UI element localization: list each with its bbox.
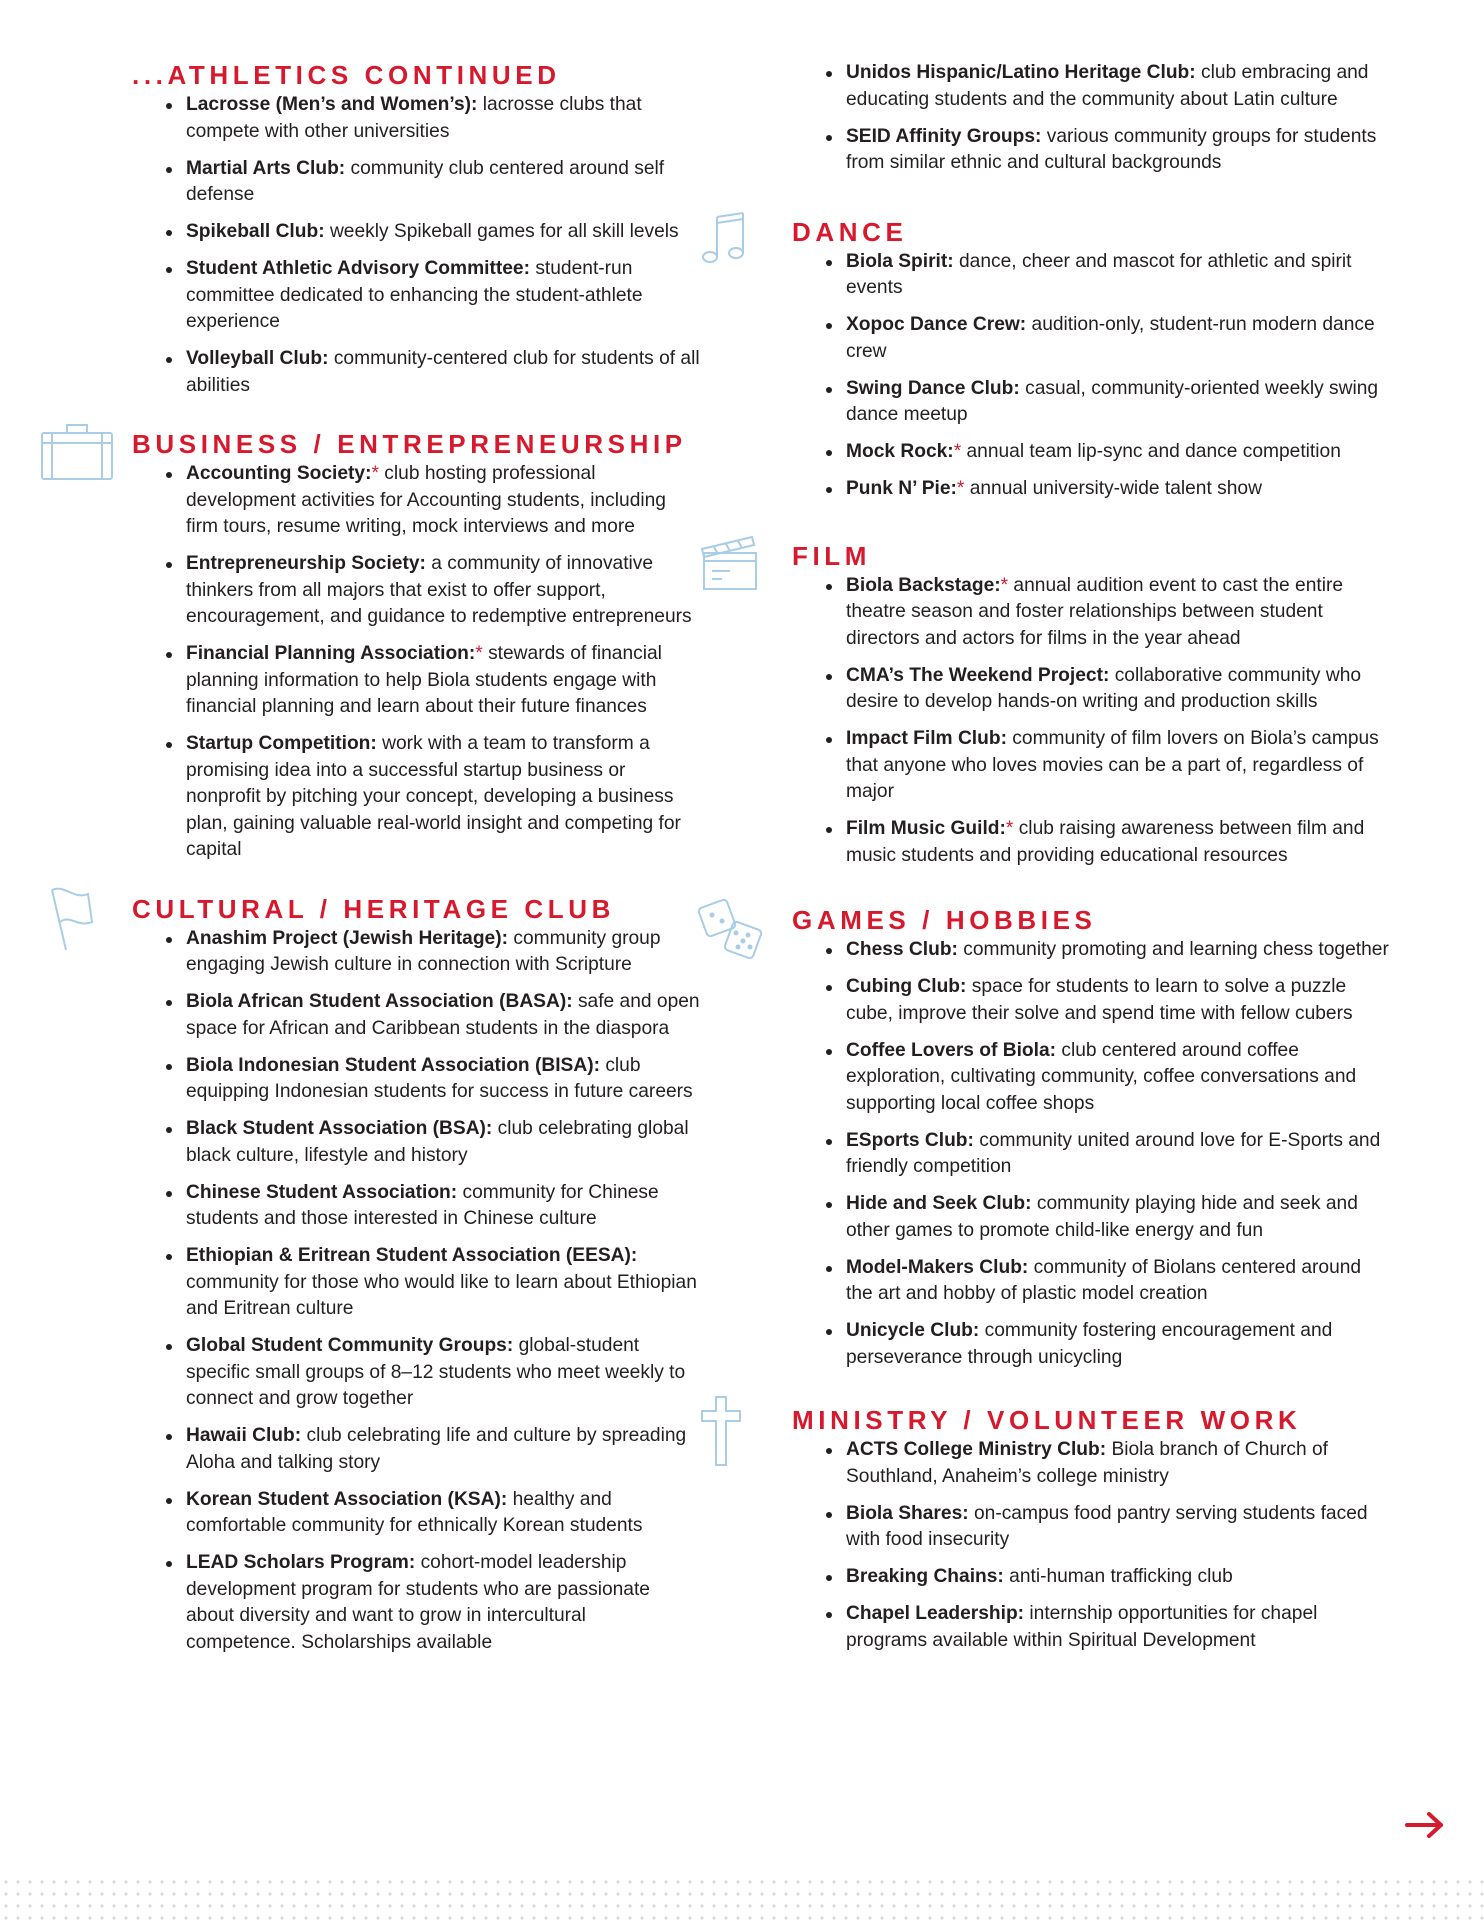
section-film — [700, 541, 1390, 870]
music-note-icon — [700, 211, 780, 271]
dice-icon — [700, 899, 780, 959]
list-item — [186, 731, 700, 864]
item-description: club raising awareness between film and music students and providing educational resources — [846, 818, 1365, 866]
list-item — [186, 1180, 700, 1233]
list-item — [846, 439, 1390, 466]
section-title: ...ATHLETICS CONTINUED — [132, 60, 561, 90]
section-title: DANCE — [792, 216, 908, 247]
item-name: SEID Affinity Groups: — [846, 125, 1042, 147]
list-item — [846, 726, 1390, 806]
item-description: student-run committee dedicated to enhancing the student-athlete experience — [186, 258, 643, 332]
item-description: Biola branch of Church of Southland, Anaheim’s college ministry — [846, 1439, 1328, 1487]
item-description: anti-human trafficking club — [1003, 1566, 1233, 1587]
list-item — [846, 974, 1390, 1027]
list-item — [186, 346, 700, 399]
asterisk: * — [1000, 574, 1009, 596]
asterisk: * — [371, 463, 379, 484]
item-name: Xopoc Dance Crew: — [846, 314, 1027, 335]
item-name: Lacrosse (Men’s and Women’s): — [186, 94, 478, 115]
item-name: ESports Club: — [846, 1129, 974, 1151]
item-description: lacrosse clubs that compete with other universities — [186, 94, 642, 142]
flag-icon — [40, 888, 120, 948]
item-description: community club centered around self defense — [186, 157, 665, 205]
list-item — [846, 60, 1390, 113]
briefcase-icon — [40, 423, 120, 483]
club-list — [132, 926, 700, 1657]
list-item — [846, 476, 1390, 503]
item-description: internship opportunities for chapel programs available within Spiritual Development — [846, 1603, 1318, 1651]
item-name: Chinese Student Association: — [186, 1181, 458, 1203]
list-item — [186, 551, 700, 631]
item-description: club equipping Indonesian students for success in future careers — [186, 1054, 693, 1102]
section-cultural-continued — [700, 60, 1390, 177]
item-name: Global Student Community Groups: — [186, 1335, 514, 1356]
list-item — [186, 641, 700, 721]
item-name: Anashim Project (Jewish Heritage): — [186, 927, 509, 949]
section-title: CULTURAL / HERITAGE CLUB — [132, 893, 616, 924]
item-description: collaborative community who desire to develop hands-on writing and production skills — [846, 664, 1362, 712]
item-name: Cubing Club: — [846, 976, 967, 997]
list-item — [846, 1501, 1390, 1554]
list-item — [186, 1487, 700, 1540]
item-name: Breaking Chains: — [846, 1566, 1004, 1587]
item-name: Startup Competition: — [186, 733, 377, 754]
item-description: community group engaging Jewish culture in connection with Scripture — [186, 927, 661, 975]
item-description: safe and open space for African and Caribbean students in the diaspora — [186, 991, 700, 1039]
list-item — [186, 1423, 700, 1476]
item-name: Martial Arts Club: — [186, 157, 346, 179]
item-description: cohort-model leadership development program for students who are passionate about diversity and want to grow in intercultural competence. Scholarships available — [186, 1552, 650, 1653]
club-list — [132, 92, 700, 399]
item-name: Ethiopian & Eritrean Student Association (EESA): — [186, 1245, 638, 1266]
section-cultural-heritage — [40, 894, 700, 1657]
list-item — [846, 663, 1390, 716]
item-description: annual team lip-sync and dance competition — [961, 441, 1341, 462]
list-item — [186, 1550, 700, 1656]
asterisk: * — [475, 643, 483, 664]
item-name: Biola African Student Association (BASA): — [186, 991, 573, 1012]
list-item — [186, 1243, 700, 1323]
asterisk: * — [953, 441, 962, 462]
item-name: Entrepreneurship Society: — [186, 553, 426, 574]
asterisk: * — [1005, 818, 1014, 839]
arrow-right-icon[interactable] — [1404, 1810, 1446, 1840]
item-name: Biola Shares: — [846, 1502, 969, 1524]
item-description: work with a team to transform a promising idea into a successful startup business or nonprofit by pitching your concept, developing a business plan, gaining valuable real-world insight and competing for capital — [186, 733, 681, 860]
list-item — [846, 1437, 1390, 1490]
item-name: Biola Spirit: — [846, 250, 954, 272]
item-description: community-centered club for students of all abilities — [186, 348, 700, 396]
club-list — [792, 1437, 1390, 1654]
item-name: Biola Backstage: — [846, 574, 1001, 596]
item-description: club centered around coffee exploration, cultivating community, coffee conversations and supporting local coffee shops — [846, 1039, 1357, 1114]
section-business — [40, 429, 700, 864]
club-list — [792, 937, 1390, 1371]
list-item — [846, 312, 1390, 365]
item-description: community of film lovers on Biola’s campus that anyone who loves movies can be a part of, regardless of major — [846, 728, 1379, 802]
section-title: GAMES / HOBBIES — [792, 905, 1097, 935]
item-description: audition-only, student-run modern dance crew — [846, 314, 1375, 362]
list-item — [186, 926, 700, 979]
clapperboard-icon — [700, 535, 780, 595]
item-name: Impact Film Club: — [846, 728, 1007, 749]
item-description: on-campus food pantry serving students faced with food insecurity — [846, 1502, 1368, 1550]
item-description: annual university-wide talent show — [964, 478, 1262, 499]
list-item — [186, 156, 700, 209]
item-description: community fostering encouragement and perseverance through unicycling — [846, 1320, 1333, 1368]
item-name: Hawaii Club: — [186, 1425, 302, 1446]
item-description: annual audition event to cast the entire theatre season and foster relationships between student directors and actors for films in the year ahead — [846, 574, 1344, 649]
right-column — [700, 60, 1390, 1665]
list-item — [846, 1318, 1390, 1371]
list-item — [186, 219, 700, 246]
item-name: Swing Dance Club: — [846, 377, 1020, 399]
list-item — [846, 1255, 1390, 1308]
list-item — [846, 1038, 1390, 1118]
section-athletics-continued — [40, 60, 700, 399]
item-name: Chapel Leadership: — [846, 1603, 1025, 1624]
item-name: Hide and Seek Club: — [846, 1193, 1032, 1214]
item-description: club celebrating life and culture by spreading Aloha and talking story — [186, 1425, 687, 1473]
list-item — [846, 573, 1390, 653]
item-description: club embracing and educating students and the community about Latin culture — [846, 62, 1369, 110]
item-description: club hosting professional development activities for Accounting students, including firm tours, resume writing, mock interviews and more — [186, 463, 666, 537]
item-name: Chess Club: — [846, 939, 958, 960]
item-description: community united around love for E-Sports and friendly competition — [846, 1129, 1381, 1177]
item-description: various community groups for students from similar ethnic and cultural backgrounds — [846, 125, 1377, 173]
item-name: Model-Makers Club: — [846, 1256, 1029, 1278]
list-item — [846, 1191, 1390, 1244]
left-column — [40, 60, 700, 1667]
item-name: CMA’s The Weekend Project: — [846, 664, 1110, 686]
item-description: community for those who would like to learn about Ethiopian and Eritrean culture — [186, 1271, 697, 1319]
item-name: Student Athletic Advisory Committee: — [186, 258, 530, 279]
item-name: Volleyball Club: — [186, 348, 329, 369]
club-list — [792, 249, 1390, 503]
club-list — [792, 60, 1390, 177]
item-name: Spikeball Club: — [186, 221, 325, 242]
item-name: Film Music Guild: — [846, 818, 1006, 839]
item-name: Financial Planning Association: — [186, 643, 476, 664]
section-title: MINISTRY / VOLUNTEER WORK — [792, 1405, 1302, 1435]
item-name: ACTS College Ministry Club: — [846, 1439, 1107, 1460]
item-description: community promoting and learning chess together — [957, 939, 1389, 960]
list-item — [186, 1116, 700, 1169]
section-dance — [700, 217, 1390, 503]
section-ministry-volunteer — [700, 1405, 1390, 1654]
item-description: healthy and comfortable community for ethnically Korean students — [186, 1488, 643, 1536]
list-item — [846, 816, 1390, 869]
item-description: dance, cheer and mascot for athletic and spirit events — [846, 250, 1352, 298]
list-item — [846, 937, 1390, 964]
item-name: Coffee Lovers of Biola: — [846, 1039, 1057, 1061]
list-item — [846, 376, 1390, 429]
item-description: community of Biolans centered around the art and hobby of plastic model creation — [846, 1256, 1362, 1304]
section-title: BUSINESS / ENTREPRENEURSHIP — [132, 429, 687, 459]
item-description: space for students to learn to solve a puzzle cube, improve their solve and spend time with fellow cubers — [846, 976, 1353, 1024]
list-item — [846, 1564, 1390, 1591]
item-description: weekly Spikeball games for all skill levels — [324, 221, 679, 242]
cross-icon — [700, 1399, 780, 1459]
item-description: a community of innovative thinkers from all majors that exist to offer support, encouragement, and guidance to redemptive entrepreneurs — [186, 553, 692, 627]
list-item — [186, 989, 700, 1042]
item-name: Mock Rock: — [846, 441, 954, 462]
item-name: Black Student Association (BSA): — [186, 1118, 493, 1139]
item-name: Biola Indonesian Student Association (BISA): — [186, 1054, 600, 1076]
item-name: Accounting Society: — [186, 463, 372, 484]
club-list — [792, 573, 1390, 870]
list-item — [846, 1601, 1390, 1654]
item-description: global-student specific small groups of 8–12 students who meet weekly to connect and grow together — [186, 1335, 686, 1409]
item-description: community for Chinese students and those interested in Chinese culture — [186, 1181, 659, 1229]
list-item — [186, 1333, 700, 1413]
item-description: stewards of financial planning information to help Biola students engage with financial planning and learn about their future finances — [186, 643, 662, 717]
list-item — [846, 249, 1390, 302]
list-item — [846, 124, 1390, 177]
item-description: casual, community-oriented weekly swing dance meetup — [846, 377, 1379, 425]
club-list — [132, 461, 700, 864]
item-description: community playing hide and seek and other games to promote child-like energy and fun — [846, 1193, 1358, 1241]
item-description: club celebrating global black culture, lifestyle and history — [186, 1118, 689, 1166]
list-item — [186, 256, 700, 336]
section-games-hobbies — [700, 905, 1390, 1371]
dotted-footer-pattern — [0, 1876, 1484, 1920]
list-item — [186, 1053, 700, 1106]
list-item — [186, 461, 700, 541]
item-name: LEAD Scholars Program: — [186, 1552, 416, 1573]
item-name: Punk N’ Pie: — [846, 478, 957, 499]
asterisk: * — [956, 478, 965, 499]
section-title: FILM — [792, 540, 872, 571]
item-name: Korean Student Association (KSA): — [186, 1488, 508, 1510]
item-name: Unidos Hispanic/Latino Heritage Club: — [846, 62, 1196, 83]
list-item — [846, 1128, 1390, 1181]
item-name: Unicycle Club: — [846, 1320, 980, 1341]
list-item — [186, 92, 700, 145]
